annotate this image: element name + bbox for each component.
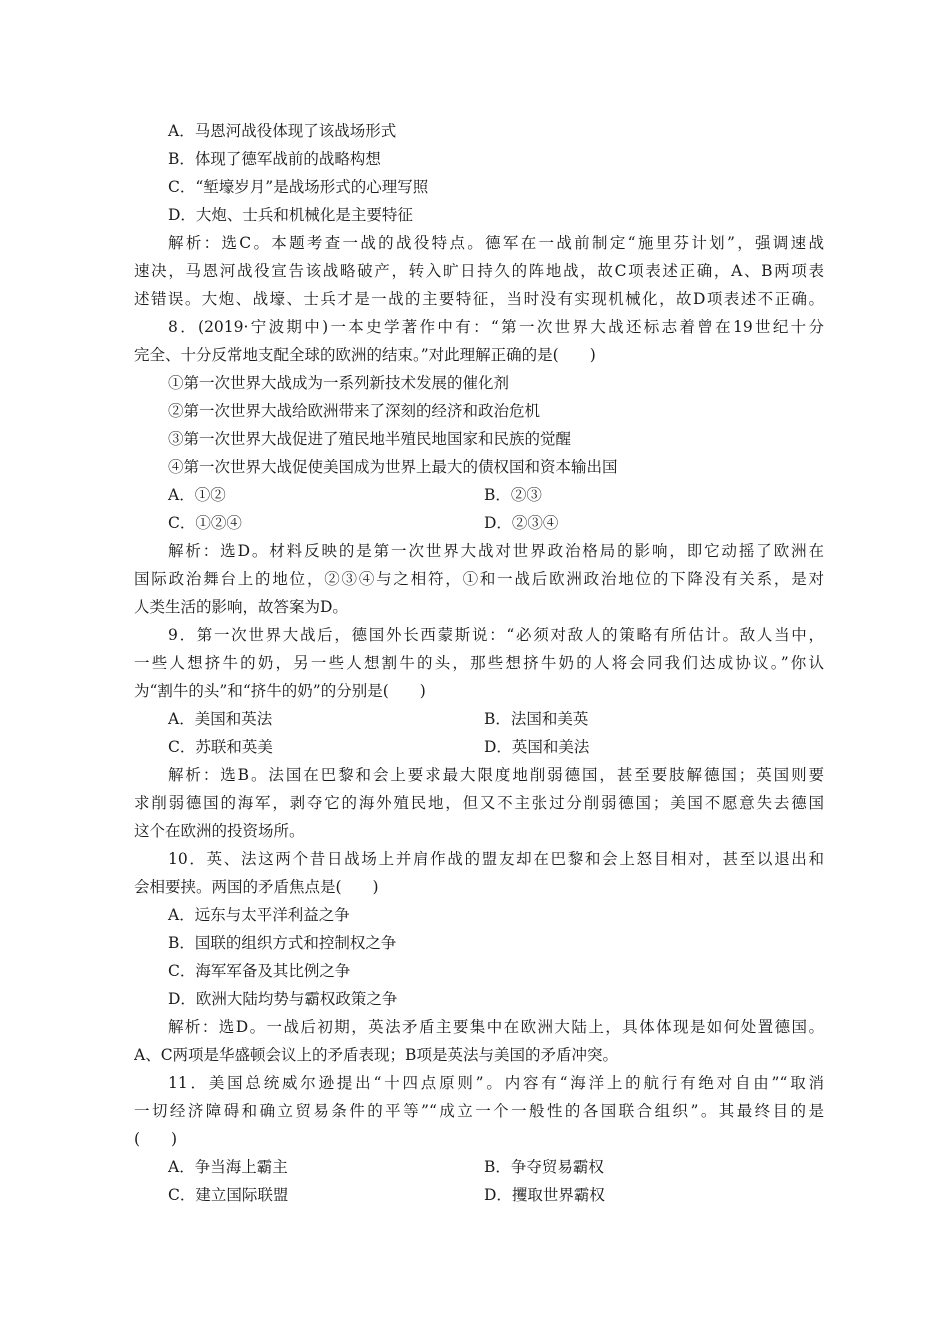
q11-option-a: A．争当海上霸主 [168,1158,288,1176]
q8-analysis-line: 人类生活的影响，故答案为D。 [134,598,348,616]
q10-stem-line: 10．英、法这两个昔日战场上并肩作战的盟友却在巴黎和会上怒目相对，甚至以退出和 [168,850,824,868]
q10-option-a: A．远东与太平洋利益之争 [168,906,350,924]
q7-analysis-line: 解析：选C。本题考查一战的战役特点。德军在一战前制定“施里芬计划”，强调速战 [168,234,824,252]
q11-option-d: D．攫取世界霸权 [484,1186,605,1204]
q8-analysis-line: 解析：选D。材料反映的是第一次世界大战对世界政治格局的影响，即它动摇了欧洲在 [168,542,824,560]
q9-analysis-line: 解析：选B。法国在巴黎和会上要求最大限度地削弱德国，甚至要肢解德国；英国则要 [168,766,824,784]
q7-option-d: D．大炮、士兵和机械化是主要特征 [168,206,413,224]
q7-option-a: A．马恩河战役体现了该战场形式 [168,122,397,140]
q8-item: ②第一次世界大战给欧洲带来了深刻的经济和政治危机 [168,402,541,420]
q7-analysis-line: 速决，马恩河战役宣告该战略破产，转入旷日持久的阵地战，故C项表述正确，A、B两项表 [134,262,824,280]
q11-stem-line: ( ) [134,1130,178,1148]
q8-option-c: C．①②④ [168,514,242,532]
q8-item: ①第一次世界大战成为一系列新技术发展的催化剂 [168,374,510,392]
q10-option-c: C．海军军备及其比例之争 [168,962,351,980]
q9-option-c: C．苏联和英美 [168,738,273,756]
q11-stem-line: 一切经济障碍和确立贸易条件的平等”“成立一个一般性的各国联合组织”。其最终目的是 [134,1102,824,1120]
q11-stem-line: 11．美国总统威尔逊提出“十四点原则”。内容有“海洋上的航行有绝对自由”“取消 [168,1074,824,1092]
q8-stem-line: 8．(2019·宁波期中)一本史学著作中有：“第一次世界大战还标志着曾在19世纪十分 [168,318,824,336]
q9-stem-line: 为“割牛的头”和“挤牛的奶”的分别是( ) [134,682,426,700]
q10-option-d: D．欧洲大陆均势与霸权政策之争 [168,990,398,1008]
q7-option-c: C．“堑壕岁月”是战场形式的心理写照 [168,178,429,196]
q11-option-b: B．争夺贸易霸权 [484,1158,604,1176]
q8-item: ④第一次世界大战促使美国成为世界上最大的债权国和资本输出国 [168,458,618,476]
q8-item: ③第一次世界大战促进了殖民地半殖民地国家和民族的觉醒 [168,430,572,448]
q7-option-b: B．体现了德军战前的战略构想 [168,150,381,168]
q7-analysis-line: 述错误。大炮、战壕、士兵才是一战的主要特征，当时没有实现机械化，故D项表述不正确。 [134,290,824,308]
q8-option-a: A．①② [168,486,226,504]
q8-option-d: D．②③④ [484,514,559,532]
q8-analysis-line: 国际政治舞台上的地位，②③④与之相符，①和一战后欧洲政治地位的下降没有关系，是对 [134,570,824,588]
q9-option-a: A．美国和英法 [168,710,273,728]
q11-option-c: C．建立国际联盟 [168,1186,289,1204]
q8-stem-line: 完全、十分反常地支配全球的欧洲的结束。”对此理解正确的是( ) [134,346,596,364]
q9-option-d: D．英国和美法 [484,738,590,756]
q10-analysis-line: A、C两项是华盛顿会议上的矛盾表现；B项是英法与美国的矛盾冲突。 [134,1046,618,1064]
q8-option-b: B．②③ [484,486,542,504]
q9-analysis-line: 这个在欧洲的投资场所。 [134,822,305,840]
q9-stem-line: 一些人想挤牛的奶，另一些人想割牛的头，那些想挤牛奶的人将会同我们达成协议。”你认 [134,654,824,672]
q10-stem-line: 会相要挟。两国的矛盾焦点是( ) [134,878,379,896]
q10-analysis-line: 解析：选D。一战后初期，英法矛盾主要集中在欧洲大陆上，具体体现是如何处置德国。 [168,1018,824,1036]
q10-option-b: B．国联的组织方式和控制权之争 [168,934,397,952]
q9-stem-line: 9．第一次世界大战后，德国外长西蒙斯说：“必须对敌人的策略有所估计。敌人当中， [168,626,824,644]
q9-option-b: B．法国和美英 [484,710,589,728]
q9-analysis-line: 求削弱德国的海军，剥夺它的海外殖民地，但又不主张过分削弱德国；美国不愿意失去德国 [134,794,824,812]
